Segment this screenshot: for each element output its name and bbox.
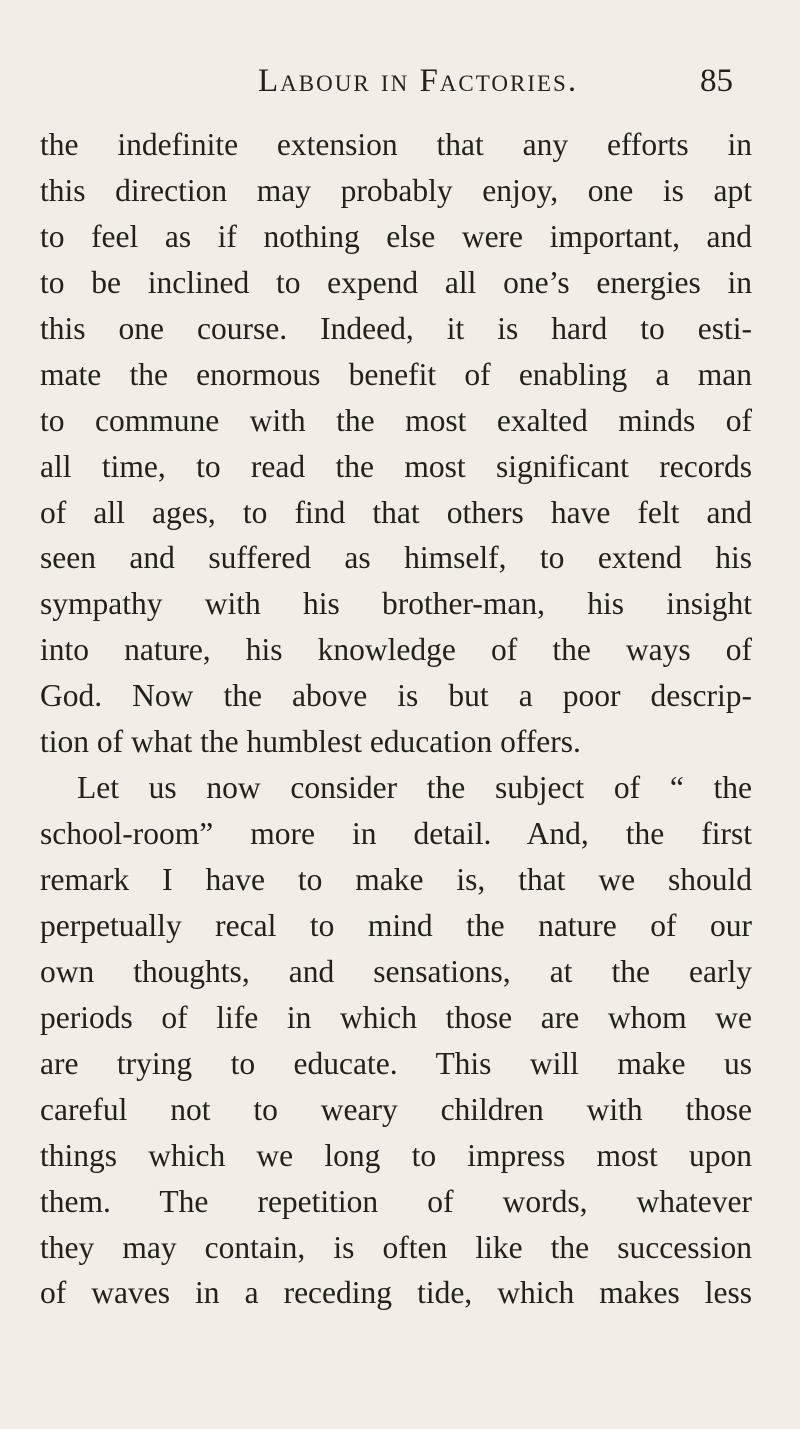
text-line: of all ages, to find that others have felt and xyxy=(40,494,752,530)
text-line: own thoughts, and sensations, at the early xyxy=(40,953,752,989)
text-line: this one course. Indeed, it is hard to esti- xyxy=(40,310,752,346)
text-line: into nature, his knowledge of the ways of xyxy=(40,632,752,668)
text-line: they may contain, is often like the succession xyxy=(40,1229,752,1265)
text-line: mate the enormous benefit of enabling a man xyxy=(40,356,752,392)
text-line: are trying to educate. This will make us xyxy=(40,1045,752,1081)
text-line: remark I have to make is, that we should xyxy=(40,862,752,897)
text-line: school-room” more in detail. And, the first xyxy=(40,816,752,852)
text-line: sympathy with his brother-man, his insight xyxy=(40,586,752,622)
text-line: seen and suffered as himself, to extend his xyxy=(40,540,752,576)
body-text xyxy=(40,122,752,1316)
page-number: 85 xyxy=(700,63,733,99)
text-line: perpetually recal to mind the nature of our xyxy=(40,907,752,943)
text-line: all time, to read the most significant records xyxy=(40,448,752,484)
running-head xyxy=(0,56,800,106)
text-line: the indefinite extension that any efforts in xyxy=(40,127,752,162)
text-line: to feel as if nothing else were important, and xyxy=(40,218,752,254)
text-line: of waves in a receding tide, which makes less xyxy=(40,1275,752,1311)
text-line: things which we long to impress most upon xyxy=(40,1137,752,1173)
paragraph-start-line: Let us now consider the subject of “ the xyxy=(77,770,752,806)
text-line: careful not to weary children with those xyxy=(40,1091,752,1127)
running-title: Labour in Factories. xyxy=(258,63,579,99)
text-line: them. The repetition of words, whatever xyxy=(40,1183,752,1219)
text-line: this direction may probably enjoy, one is apt xyxy=(40,172,752,208)
text-line: God. Now the above is but a poor descrip- xyxy=(40,678,752,714)
text-line: periods of life in which those are whom we xyxy=(40,999,752,1035)
text-line: to be inclined to expend all one’s energies in xyxy=(40,264,752,300)
text-line: to commune with the most exalted minds of xyxy=(40,402,752,438)
paragraph-end-line: tion of what the humblest education offers. xyxy=(40,724,581,760)
